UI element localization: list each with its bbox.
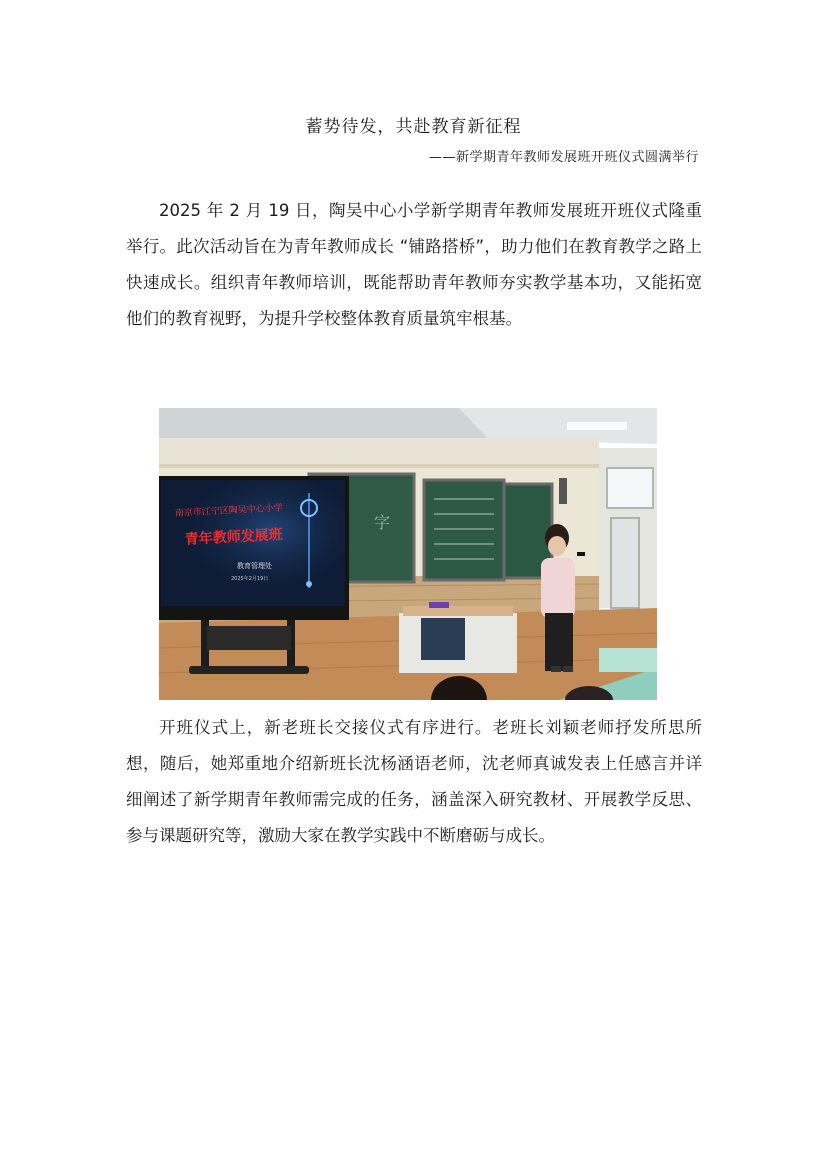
event-photo	[159, 408, 657, 700]
screen-organizer: 教育管理处	[237, 562, 272, 570]
paragraph-ceremony: 开班仪式上，新老班长交接仪式有序进行。老班长刘颖老师抒发所思所想，随后，她郑重地介绍新班长沈杨涵语老师，沈老师真诚发表上任感言并详细阐述了新学期青年教师需完成的任务，涵盖深入研究教材、开展教学反思、参与课题研究等，激励大家在教学实践中不断磨砺与成长。	[126, 718, 702, 845]
page-title: 蓄势待发，共赴教育新征程	[305, 117, 522, 137]
screen-school-name: 南京市江宁区陶吴中心小学	[174, 503, 284, 519]
screen-class-name: 青年教师发展班	[184, 526, 284, 548]
paragraph-intro: 2025 年 2 月 19 日，陶吴中心小学新学期青年教师发展班开班仪式隆重举行。此次活动旨在为青年教师成长 “铺路搭桥”，助力他们在教育教学之路上快速成长。组织青年教师培训，既能帮助青年教师夯实教学基本功，又能拓宽他们的教育视野，为提升学校整体教育质量筑牢根基。	[126, 201, 702, 328]
svg-text:字: 字	[374, 513, 391, 532]
page-subtitle: ——新学期青年教师发展班开班仪式圆满举行	[428, 150, 699, 165]
screen-date: 2025年2月19日	[231, 576, 269, 582]
